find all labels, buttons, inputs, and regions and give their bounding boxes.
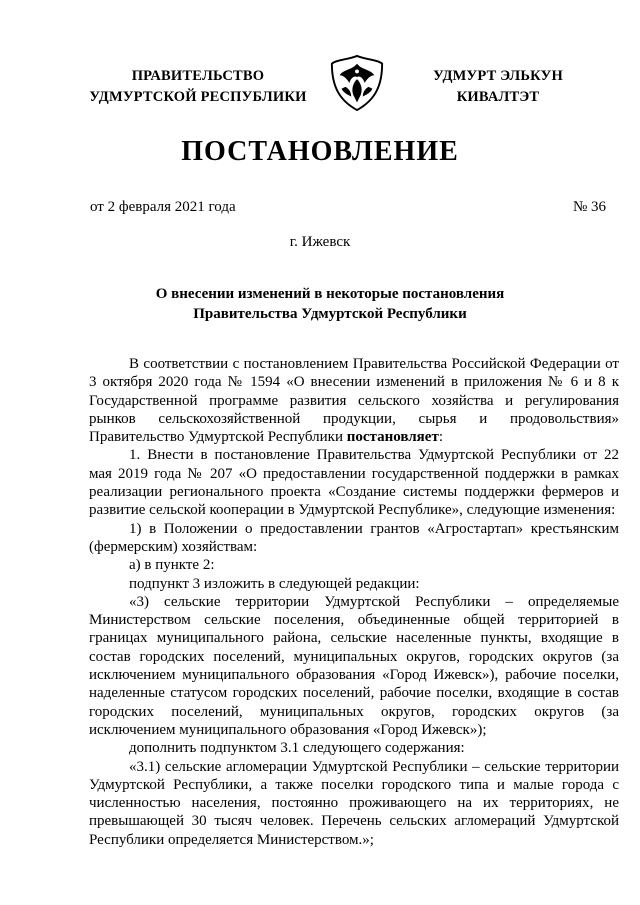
document-date: от 2 февраля 2021 года xyxy=(90,199,236,215)
paragraph-subpoint-3: подпункт 3 изложить в следующей редакции: xyxy=(129,575,420,592)
paragraph-subitem-1: 1) в Положении о предоставлении грантов «Агростартап» крестьянским (фермерским) хозяйствам: xyxy=(89,520,619,555)
issuer-line-1: ПРАВИТЕЛЬСТВО xyxy=(131,68,265,84)
paragraph-point-a: а) в пункте 2: xyxy=(129,557,215,574)
paragraph-definition-3-1: «3.1) сельские агломерации Удмуртской Республики – сельские территории Удмуртской Республики, а также поселки городского типа и малые города с численностью населения, постоянно проживающего на их территориях, не превышающей 30 тысяч человек. Перечень сельских агломераций Удмуртской Республики определяется Министерством.»; xyxy=(89,758,619,848)
paragraph-preamble xyxy=(89,355,619,446)
document-subject xyxy=(60,284,600,324)
issuer-name-russian xyxy=(78,66,318,108)
preamble-bold: постановляет xyxy=(346,429,439,446)
issuer-udmurt-line-2: КИВАЛТЭТ xyxy=(456,89,540,105)
subject-line-1: О внесении изменений в некоторые постановления xyxy=(155,286,505,302)
paragraph-definition-3: «3) сельские территории Удмуртской Республики – определяемые Министерством сельские поселения, объединенные общей территорией в границах муниципального района, сельские населенные пункты, входящие в состав городских поселений, муниципальных округов, городских округов (за исключением муниципального образования «Город Ижевск»), рабочие поселки, наделенные статусом городских поселений, рабочие поселки, входящие в состав городских поселений, муниципальных округов, городских округов (за исключением муниципального образования «Город Ижевск»); xyxy=(89,593,619,738)
preamble-end: : xyxy=(438,429,443,446)
subject-line-2: Правительства Удмуртской Республики xyxy=(193,306,467,322)
document-number: № 36 xyxy=(572,199,606,215)
paragraph-item-1: 1. Внести в постановление Правительства Удмуртской Республики от 22 мая 2019 года № 207 «О предоставлении государственной поддержки в рамках реализации регионального проекта «Создание системы поддержки фермеров и развитие сельской кооперации в Удмуртской Республике», следующие изменения: xyxy=(89,447,619,519)
coat-of-arms-icon xyxy=(328,54,386,112)
preamble-text: В соответствии с постановлением Правительства Российской Федерации от 3 октября 2020 года № 1594 «О внесении изменений в приложения № 6 и 8 к Государственной программе развития сельского хозяйства и регулирования рынков сельскохозяйственной продукции, сырья и продовольствия» Правительство Удмуртской Республики xyxy=(89,356,619,446)
document-title: ПОСТАНОВЛЕНИЕ xyxy=(181,136,459,167)
document-city: г. Ижевск xyxy=(289,234,351,250)
paragraph-add-3-1: дополнить подпунктом 3.1 следующего содержания: xyxy=(129,740,465,757)
issuer-udmurt-line-1: УДМУРТ ЭЛЬКУН xyxy=(433,68,563,84)
issuer-name-udmurt xyxy=(408,66,588,108)
document-body xyxy=(89,355,619,849)
issuer-line-2: УДМУРТСКОЙ РЕСПУБЛИКИ xyxy=(89,89,307,105)
